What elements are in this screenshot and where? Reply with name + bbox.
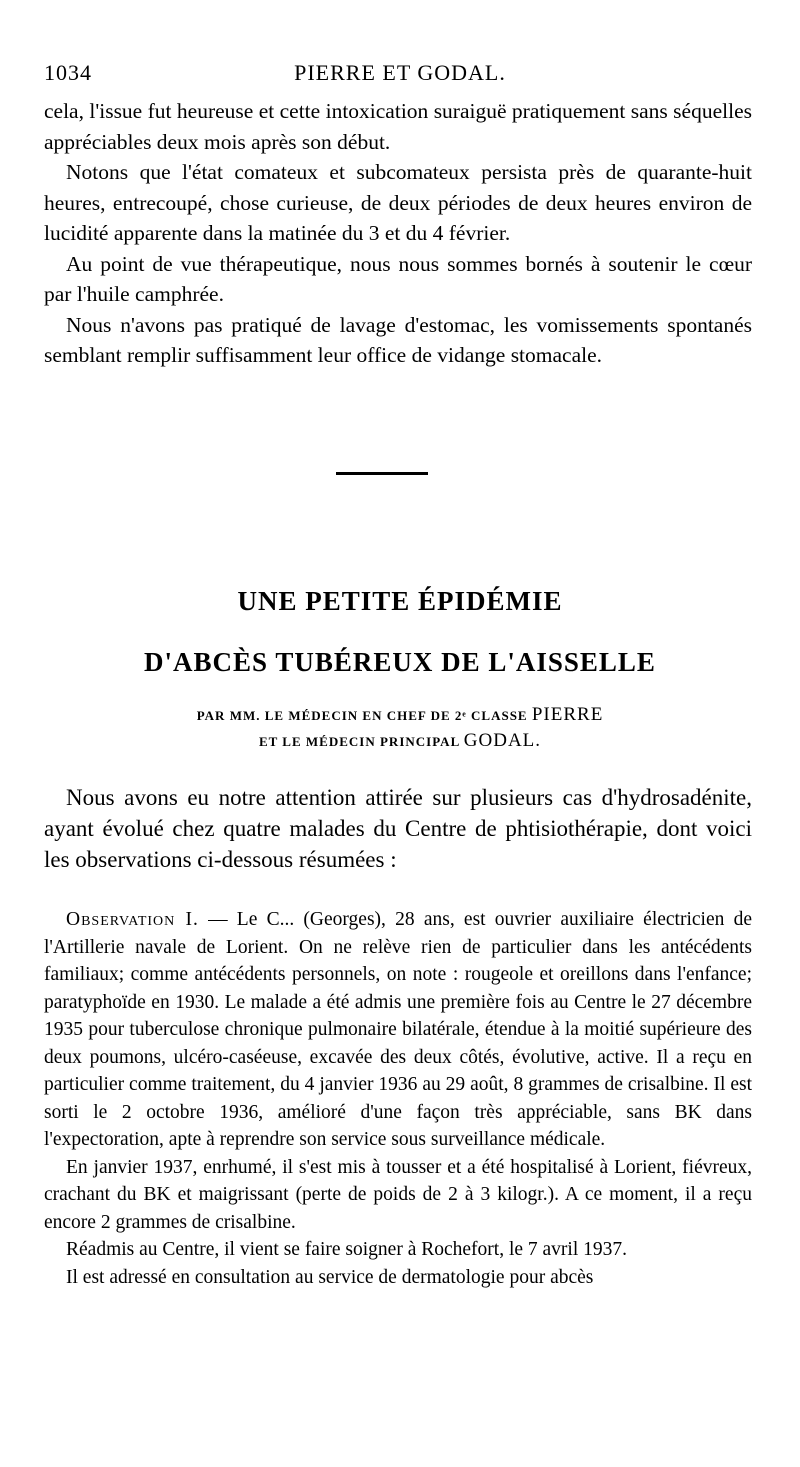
observation-text: — Le C... (Georges), 28 ans, est ouvrier auxiliaire électricien de l'Artillerie navale de Lorient. On ne relève rien de particulier dans les antécédents familiaux; comme antécédents personnels, on note : rougeole et oreillons dans l'enfance; paratyphoïde en 1930. Le malade a été admis une première fois au Centre le 27 décembre 1935 pour tuberculose chronique pulmonaire bilatérale, étendue à la moitié supérieure des deux poumons, ulcéro-caséeuse, excavée des deux côtés, évolutive, active. Il a reçu en particulier comme traitement, du 4 janvier 1936 au 29 août, 8 grammes de crisalbine. Il est sorti le 2 octobre 1936, amélioré d'une façon très appréciable, sans BK dans l'expectoration, apte à reprendre son service sous surveillance médicale. [44, 909, 752, 1150]
paragraph: En janvier 1937, enrhumé, il s'est mis à tousser et a été hospitalisé à Lorient, fiévreux, crachant du BK et maigrissant (perte de poids de 2 à 3 kilogr.). A ce moment, il a reçu encore 2 grammes de crisalbine. [44, 1156, 752, 1233]
article-title-line-1: UNE PETITE ÉPIDÉMIE [237, 586, 563, 616]
byline-line-2 [0, 730, 800, 752]
observation-paragraph [44, 906, 752, 1154]
paragraph: Notons que l'état comateux et subcomateux persista près de quarante-huit heures, entrecoupé, chose curieuse, de deux périodes de deux heures environ de lucidité apparente dans la matinée du 3 et du 4 février. [44, 160, 752, 245]
article-intro [44, 782, 752, 875]
article-title-line-2: D'ABCÈS TUBÉREUX DE L'AISSELLE [144, 647, 656, 677]
byline-line-1 [0, 704, 800, 726]
section-divider [336, 472, 428, 475]
page-header [44, 60, 756, 90]
observation-label: Observation I. [66, 909, 199, 930]
byline-prefix: PAR MM. LE MÉDECIN EN CHEF DE 2ᵉ CLASSE [196, 708, 528, 723]
byline-prefix: ET LE MÉDECIN PRINCIPAL [258, 734, 460, 749]
author-name: PIERRE [531, 704, 604, 725]
page-number: 1034 [44, 60, 92, 85]
paragraph: Réadmis au Centre, il vient se faire soigner à Rochefort, le 7 avril 1937. [66, 1239, 627, 1260]
previous-article-text [44, 96, 752, 371]
observation-section [44, 906, 752, 1291]
paragraph: cela, l'issue fut heureuse et cette intoxication suraiguë pratiquement sans séquelles appréciables deux mois après son début. [44, 99, 752, 154]
paragraph: Il est adressé en consultation au service de dermatologie pour abcès [66, 1266, 594, 1288]
paragraph: Nous n'avons pas pratiqué de lavage d'estomac, les vomissements spontanés semblant remplir suffisamment leur office de vidange stomacale. [44, 312, 752, 367]
author-name: GODAL. [463, 730, 542, 751]
running-head: PIERRE ET GODAL. [294, 60, 506, 85]
intro-paragraph: Nous avons eu notre attention attirée sur plusieurs cas d'hydrosadénite, ayant évolué chez quatre malades du Centre de phtisiothérapie, dont voici les observations ci-dessous résumées : [44, 785, 752, 872]
paragraph: Au point de vue thérapeutique, nous nous sommes bornés à soutenir le cœur par l'huile camphrée. [44, 251, 752, 306]
